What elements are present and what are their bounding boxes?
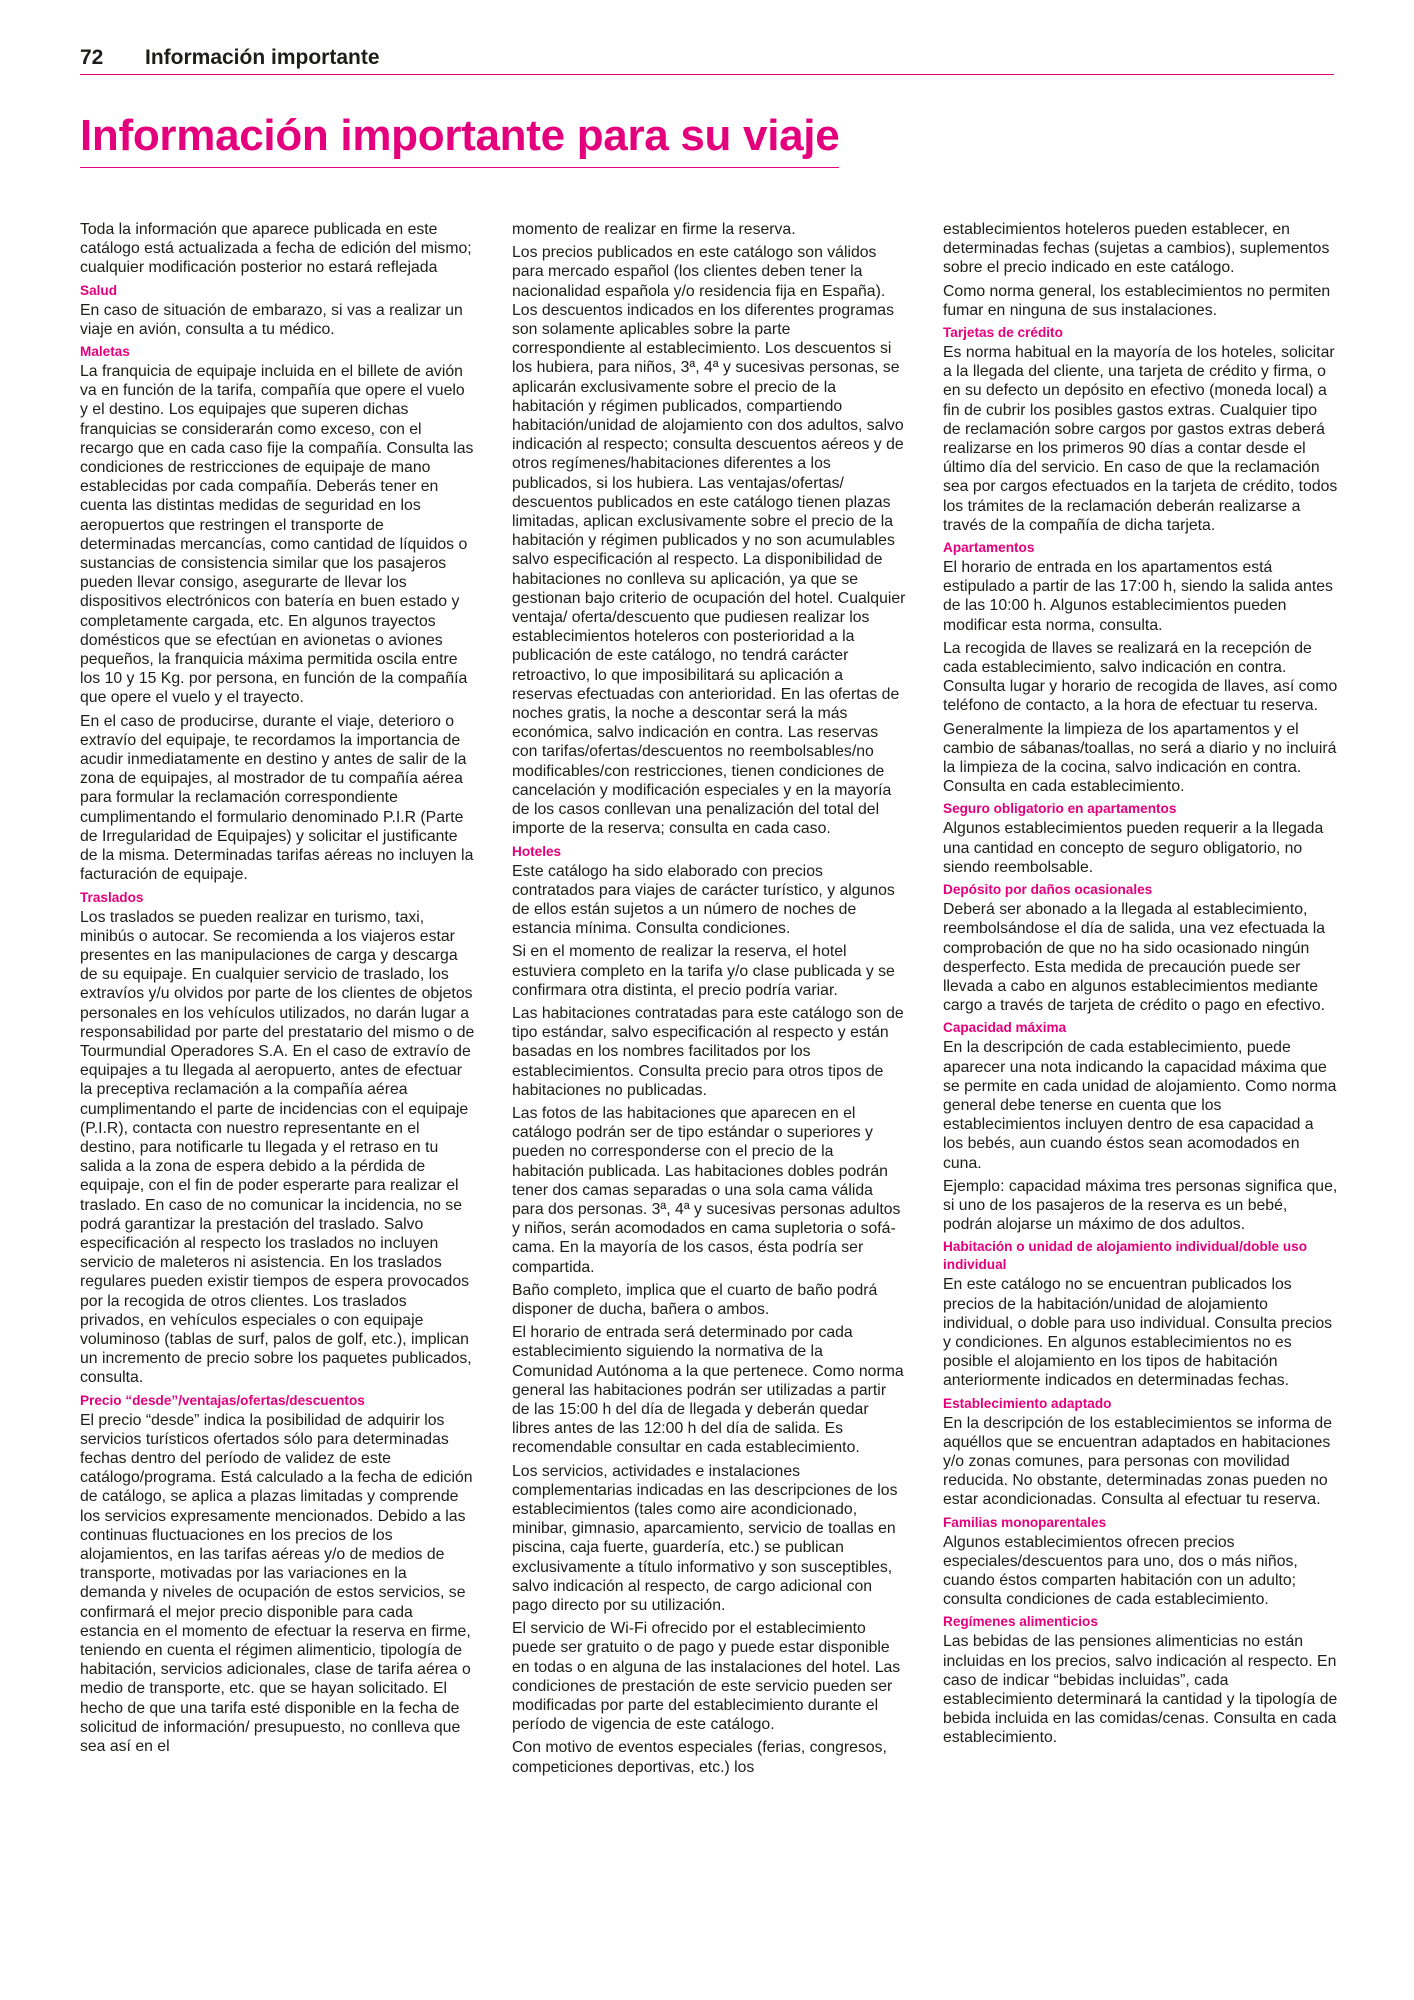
body-paragraph: Los servicios, actividades e instalaciones complementarias indicadas en las descripciones de los establecimientos (tales como aire acondicionado, minibar, gimnasio, aparcamiento, servicio de toallas en piscina, caja fuerte, guardería, etc.) se publican exclusivamente a título informativo y son susceptibles, salvo indicación al respecto, de cargo adicional con pago directo por su utilización.	[512, 1462, 898, 1615]
section-heading: Establecimiento adaptado	[943, 1395, 1112, 1411]
body-paragraph: En este catálogo no se encuentran publicados los precios de la habitación/unidad de alojamiento individual, o doble para uso individual. Consulta precios y condiciones. En algunos establecimientos no es posible el alojamiento en los tipos de habitación anteriormente indicados en determinadas fechas.	[943, 1276, 1333, 1390]
section-heading: Tarjetas de crédito	[943, 325, 1063, 341]
body-paragraph: Generalmente la limpieza de los apartamentos y el cambio de sábanas/toallas, no será a diario y no incluirá la limpieza de la cocina, salvo indicación en contra. Consulta en cada establecimiento.	[943, 720, 1337, 796]
body-paragraph: Toda la información que aparece publicada en este catálogo está actualizada a fecha de edición del mismo; cualquier modificación posterior no estará reflejada	[80, 221, 472, 277]
page-header	[80, 46, 1334, 75]
body-paragraph: La recogida de llaves se realizará en la recepción de cada establecimiento, salvo indicación en contra. Consulta lugar y horario de recogida de llaves, así como teléfono de contacto, a la hora de efectuar tu reserva.	[943, 639, 1338, 715]
body-paragraph: Deberá ser abonado a la llegada al establecimiento, reembolsándose el día de salida, una vez efectuada la comprobación de que no ha sido ocasionado ningún desperfecto. Esta medida de precaución puede ser llevada a cabo en algunos establecimientos mediante cargo a través de tarjeta de crédito o pago en efectivo.	[943, 901, 1326, 1015]
body-paragraph: Algunos establecimientos pueden requerir a la llegada una cantidad en concepto de seguro obligatorio, no siendo reembolsable.	[943, 820, 1324, 876]
section-heading: Traslados	[80, 889, 144, 905]
body-paragraph: Los traslados se pueden realizar en turismo, taxi, minibús o autocar. Se recomienda a los viajeros estar presentes en las manipulaciones de carga y descarga de su equipaje. En cualquier servicio de traslado, los extravíos y/u olvidos por parte de los clientes de objetos personales en los vehículos utilizados, no darán lugar a responsabilidad por parte del prestatario del mismo o de Tourmundial Operadores S.A. En el caso de extravío de equipajes a tu llegada al aeropuerto, antes de efectuar la preceptiva reclamación a la compañía aérea cumplimentando el parte de incidencias con el equipaje (P.I.R), contacta con nuestro representante en el destino, para notificarle tu llegada y el retraso en tu salida a la zona de espera debido a la pérdida de equipaje, con el fin de poder esperarte para realizar el traslado. En caso de no comunicar la incidencia, no se podrá garantizar la prestación del traslado. Salvo especificación al respecto los traslados no incluyen servicio de maleteros ni asistencia. En los traslados regulares pueden existir tiempos de espera provocados por la recogida de otros clientes. Los traslados privados, en vehículos especiales o con equipaje voluminoso (tablas de surf, palos de golf, etc.), implican un incremento de precio sobre los paquetes publicados, consulta.	[80, 908, 475, 1387]
section-heading: Salud	[80, 282, 118, 298]
text-column-3	[943, 216, 1338, 1752]
body-paragraph: El precio “desde” indica la posibilidad de adquirir los servicios turísticos ofertados sólo para determinadas fechas dentro del período de validez de este catálogo/programa. Está calculado a la fecha de edición de catálogo, se aplica a plazas limitadas y comprende los servicios expresamente mencionados. Debido a las continuas fluctuaciones en los precios de los alojamientos, en las tarifas aéreas y/o de medios de transporte, motivadas por las variaciones en la demanda y niveles de ocupación de estos servicios, se confirmará el mejor precio disponible para cada estancia en el momento de efectuar la reserva en firme, teniendo en cuenta el régimen alimenticio, tipología de habitación, servicios adicionales, clase de tarifa aérea o medio de transporte, etc. que se hayan solicitado. El hecho de que una tarifa esté disponible en la fecha de solicitud de información/ presupuesto, no conlleva que sea así en el	[80, 1411, 473, 1756]
body-paragraph: momento de realizar en firme la reserva.	[512, 221, 796, 238]
page-title: Información importante para su viaje	[80, 110, 839, 168]
body-paragraph: Los precios publicados en este catálogo son válidos para mercado español (los clientes deben tener la nacionalidad española y/o residencia fija en España). Los descuentos indicados en los diferentes programas son solamente aplicables sobre la parte correspondiente al establecimiento. Los descuentos si los hubiera, para niños, 3ª, 4ª y sucesivas personas, se aplicarán exclusivamente sobre el precio de la habitación y régimen publicados, compartiendo habitación/unidad de alojamiento con dos adultos, salvo indicación al respecto; consulta descuentos aéreos y de otros regímenes/habitaciones diferentes a los publicados, si los hubiera. Las ventajas/ofertas/ descuentos publicados en este catálogo tienen plazas limitadas, aplican exclusivamente sobre el precio de la habitación y régimen publicados y no son acumulables salvo especificación al respecto. La disponibilidad de habitaciones no conlleva su aplicación, ya que se gestionan bajo criterio de ocupación del hotel. Cualquier ventaja/ oferta/descuento que pudiesen realizar los establecimientos hoteleros con posterioridad a la publicación de este catálogo, no tendrá carácter retroactivo, lo que imposibilitará su aplicación a reservas efectuadas con anterioridad. En las ofertas de noches gratis, la noche a descontar será la más económica, salvo indicación en contra. Las reservas con tarifas/ofertas/descuentos no reembolsables/no modificables/con restricciones, tienen condiciones de cancelación y modificación especiales y en la mayoría de los casos conllevan una penalización del total del importe de la reserva; consulta en cada caso.	[512, 244, 906, 838]
body-paragraph: Ejemplo: capacidad máxima tres personas significa que, si uno de los pasajeros de la reserva es un bebé, podrán alojarse un máximo de dos adultos.	[943, 1177, 1338, 1234]
body-paragraph: Como norma general, los establecimientos no permiten fumar en ninguna de sus instalaciones.	[943, 282, 1331, 319]
section-heading: Maletas	[80, 344, 130, 360]
body-paragraph: Es norma habitual en la mayoría de los hoteles, solicitar a la llegada del cliente, una tarjeta de crédito y firma, o en su defecto un depósito en efectivo (moneda local) a fin de cubrir los posibles gastos extras. Cualquier tipo de reclamación sobre cargos por gastos extras deberá realizarse en los primeros 90 días a contar desde el último día del servicio. En caso de que la reclamación sea por cargos efectuados en la tarjeta de crédito, todos los trámites de la reclamación deberán realizarse a través de la compañía de dicha tarjeta.	[943, 344, 1338, 534]
section-heading: Precio “desde”/ventajas/ofertas/descuentos	[80, 1392, 365, 1408]
body-paragraph: En el caso de producirse, durante el viaje, deterioro o extravío del equipaje, te recordamos la importancia de acudir inmediatamente en destino y antes de salir de la zona de equipajes, al mostrador de tu compañía aérea para formular la reclamación correspondiente cumplimentando el formulario denominado P.I.R (Parte de Irregularidad de Equipajes) y solicitar el justificante de la misma. Determinadas tarifas aéreas no incluyen la facturación de equipaje.	[80, 712, 474, 884]
body-paragraph: Si en el momento de realizar la reserva, el hotel estuviera completo en la tarifa y/o clase publicada y se confirmara otra distinta, el precio podría variar.	[512, 943, 895, 999]
section-heading: Seguro obligatorio en apartamentos	[943, 801, 1177, 817]
section-heading: Regímenes alimenticios	[943, 1614, 1098, 1630]
body-paragraph: establecimientos hoteleros pueden establecer, en determinadas fechas (sujetas a cambios), suplementos sobre el precio indicado en este catálogo.	[943, 221, 1330, 277]
section-heading: Familias monoparentales	[943, 1514, 1107, 1530]
body-paragraph: La franquicia de equipaje incluida en el billete de avión va en función de la tarifa, compañía que opere el vuelo y el destino. Los equipajes que superen dichas franquicias se considerarán como exceso, con el recargo que en cada caso fije la compañía. Consulta las condiciones de restricciones de equipaje de mano establecidas por cada compañía. Deberás tener en cuenta las distintas medidas de seguridad en los aeropuertos que restringen el transporte de determinadas mercancías, como cantidad de líquidos o sustancias de consistencia similar que los pasajeros pueden llevar consigo, asegurarte de llevar los dispositivos electrónicos con batería en buen estado y completamente cargada, etc. En algunos trayectos domésticos que se efectúan en avionetas o aviones pequeños, la franquicia máxima permitida oscila entre los 10 y 15 Kg. por persona, en función de la compañía que opere el vuelo y el trayecto.	[80, 363, 474, 707]
body-paragraph: Algunos establecimientos ofrecen precios especiales/descuentos para uno, dos o más niños, cuando éstos comparten habitación con un adulto; consulta condiciones de cada establecimiento.	[943, 1533, 1298, 1609]
body-paragraph: Baño completo, implica que el cuarto de baño podrá disponer de ducha, bañera o ambos.	[512, 1281, 878, 1318]
text-column-1	[80, 216, 475, 1760]
body-paragraph: El servicio de Wi-Fi ofrecido por el establecimiento puede ser gratuito o de pago y puede estar disponible en todas o en alguna de las instalaciones del hotel. Las condiciones de prestación de este servicio pueden ser modificadas por parte del establecimiento durante el período de vigencia de este catálogo.	[512, 1620, 901, 1734]
header-section-title: Información importante	[145, 46, 380, 69]
body-paragraph: El horario de entrada será determinado por cada establecimiento siguiendo la normativa de la Comunidad Autónoma a la que pertenece. Como norma general las habitaciones podrán ser utilizadas a partir de las 15:00 h del día de llegada y deberán quedar libres antes de las 12:00 h del día de salida. Es recomendable consultar en cada establecimiento.	[512, 1324, 904, 1457]
page-number: 72	[80, 46, 104, 69]
body-paragraph: El horario de entrada en los apartamentos está estipulado a partir de las 17:00 h, siendo la salida antes de las 10:00 h. Algunos establecimientos pueden modificar esta norma, consulta.	[943, 559, 1333, 634]
section-heading: Capacidad máxima	[943, 1020, 1067, 1036]
body-paragraph: Este catálogo ha sido elaborado con precios contratados para viajes de carácter turístico, y algunos de ellos están sujetos a un número de noches de estancia mínima. Consulta condiciones.	[512, 862, 895, 938]
body-paragraph: En la descripción de cada establecimiento, puede aparecer una nota indicando la capacidad máxima que se permite en cada unidad de alojamiento. Como norma general debe tenerse en cuenta que los establecimientos incluyen dentro de esa capacidad a los bebés, aun cuando éstos sean acomodados en cuna.	[943, 1039, 1337, 1172]
body-paragraph: Las bebidas de las pensiones alimenticias no están incluidas en los precios, salvo indicación al respecto. En caso de indicar “bebidas incluidas”, cada establecimiento determinará la cantidad y la tipología de bebida incluida en las comidas/cenas. Consulta en cada establecimiento.	[943, 1633, 1338, 1747]
section-heading: Habitación o unidad de alojamiento individual/doble uso individual	[943, 1239, 1308, 1273]
body-paragraph: En la descripción de los establecimientos se informa de aquéllos que se encuentran adaptados en habitaciones y/o zonas comunes, para personas con movilidad reducida. No obstante, determinadas zonas pueden no estar acondicionadas. Consulta al efectuar tu reserva.	[943, 1414, 1332, 1509]
body-paragraph: Con motivo de eventos especiales (ferias, congresos, competiciones deportivas, etc.) los	[512, 1739, 887, 1776]
body-paragraph: Las habitaciones contratadas para este catálogo son de tipo estándar, salvo especificación al respecto y están basadas en los nombres facilitados por los establecimientos. Consulta precio para otros tipos de habitaciones no publicadas.	[512, 1004, 904, 1099]
section-heading: Apartamentos	[943, 540, 1035, 556]
body-paragraph: Las fotos de las habitaciones que aparecen en el catálogo podrán ser de tipo estándar o superiores y pueden no corresponderse con el precio de la habitación publicada. Las habitaciones dobles podrán tener dos camas separadas o una sola cama válida para dos personas. 3ª, 4ª y sucesivas personas adultos y niños, serán acomodados en cama supletoria o sofá-cama. En la mayoría de los casos, ésta podría ser compartida.	[512, 1104, 901, 1276]
section-heading: Hoteles	[512, 843, 562, 859]
section-heading: Depósito por daños ocasionales	[943, 882, 1153, 898]
text-column-2	[512, 216, 907, 1781]
body-paragraph: En caso de situación de embarazo, si vas a realizar un viaje en avión, consulta a tu médico.	[80, 301, 463, 338]
